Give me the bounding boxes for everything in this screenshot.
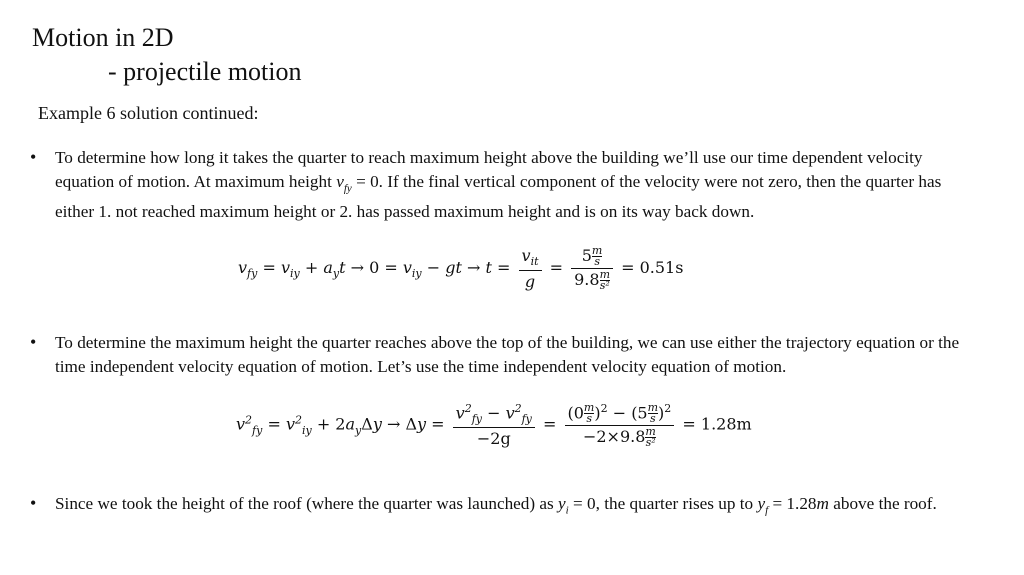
equation-time: $v_{fy} = v_{iy} + a_yt \to 0 = v_{iy}$ − gt → t = $\frac{v_{it}}{g}$ = 5 $\frac{m}{s}$ 9.8 $\frac{m}{\text{s²}}$ = 0.51s bbox=[238, 244, 684, 292]
intro-text: Example 6 solution continued: bbox=[38, 103, 259, 123]
eq1-fraction-values: 5 $\frac{m}{s}$ 9.8 $\frac{m}{\text{s²}}$ bbox=[571, 246, 613, 291]
bullet-marker-1: • bbox=[30, 147, 37, 167]
bullet-text-2: To determine the maximum height the quarter reaches above the top of the building, we can use either the trajectory equation or the time independent velocity equation of motion. Let’s use the time independent velocity equation of motion. bbox=[55, 333, 960, 376]
eq2-result: = 1.28m bbox=[682, 414, 752, 434]
eq2-fraction-values: (0 $\frac{m}{s}$ )$^2$ − (5 $\frac{m}{s}$ )$^2$ −2×9.8 $\frac{m}{\text{s²}}$ bbox=[565, 402, 675, 448]
bullet-1-var: v bbox=[336, 171, 344, 191]
bullet-marker-2: • bbox=[30, 332, 37, 352]
equation-height: $v^2_{fy} = v^2_{iy} + 2a_y\Delta y \to \Delta y$ = $\frac{v^2_{fy} - v^2_{fy}}{-2g}$ = (0 $\frac{m}{s}$ )$^2$ − (5 $\frac{m}{s}$ )$^2$ −2×9.8 $\frac{m}{\text{s²}}$ = 1.28m bbox=[236, 401, 752, 450]
slide-title: Motion in 2D bbox=[32, 23, 174, 52]
eq2-fraction-symbolic: $\frac{v^2_{fy} - v^2_{fy}}{-2g}$ bbox=[453, 402, 535, 448]
bullet-marker-3: • bbox=[30, 493, 37, 513]
bullet-1-var-rest: = 0 bbox=[351, 171, 379, 191]
bullet-text-3: Since we took the height of the roof (where the quarter was launched) as $y_i = 0$, the quarter rises up to $y_f = 1.28m$ above the roof. bbox=[55, 494, 937, 517]
bullet-text-1 bbox=[55, 146, 970, 224]
bullet-1-text-a: To determine how long it takes the quarter to reach maximum height above the building we’ll use our time dependent velocity equation of motion. At maximum height bbox=[55, 148, 923, 191]
eq1-fraction-vit-g: $\frac{v_{it}}{g}$ bbox=[519, 246, 542, 290]
eq1-result: = 0.51s bbox=[621, 258, 684, 277]
bullet-1-text-b: . If the final vertical component of the velocity were not zero, then the quarter has either 1. not reached maximum height or 2. has passed maximum height and is on its way back down. bbox=[55, 171, 942, 222]
slide-subtitle: - projectile motion bbox=[108, 57, 302, 86]
bullet-1-var-sub: fy bbox=[343, 181, 352, 194]
